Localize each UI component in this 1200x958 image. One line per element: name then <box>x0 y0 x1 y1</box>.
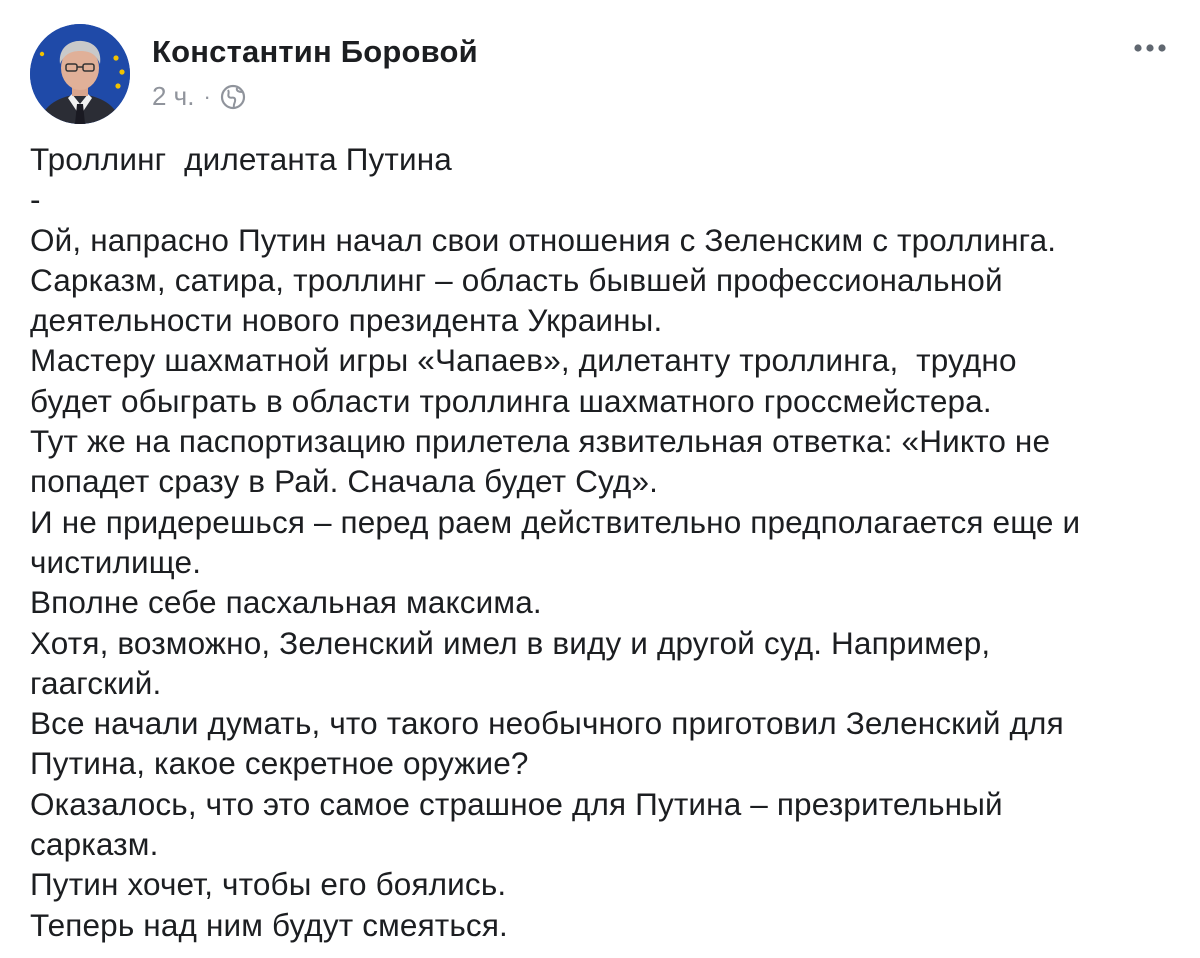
globe-icon[interactable] <box>219 83 247 111</box>
post-text-line: Тут же на паспортизацию прилетела язвительная ответка: «Никто не <box>30 423 1051 460</box>
post-text-line: Сарказм, сатира, троллинг – область бывшей профессиональной <box>30 261 1003 298</box>
post-text-line: Вполне себе пасхальная максима. <box>30 584 542 621</box>
post-text-line: И не придерешься – перед раем действительно предполагается еще и <box>30 503 1081 540</box>
post-text-line: Теперь над ним будут смеяться. <box>30 906 508 943</box>
post-text-line: - <box>30 181 41 218</box>
post-text-line: Путина, какое секретное оружие? <box>30 745 529 782</box>
post-text-line: Хотя, возможно, Зеленский имел в виду и другой суд. Например, <box>30 624 991 661</box>
post-title-line: Троллинг дилетанта Путина <box>30 141 452 177</box>
post-meta <box>152 81 247 112</box>
post-text-line: Все начали думать, что такого необычного приготовил Зеленский для <box>30 705 1064 742</box>
post-text-line: Путин хочет, чтобы его боялись. <box>30 866 507 903</box>
post-text-line: гаагский. <box>30 664 162 701</box>
post-text-line: деятельности нового президента Украины. <box>30 302 663 339</box>
meta-separator: · <box>203 83 211 109</box>
post-text-line: чистилище. <box>30 543 202 580</box>
profile-photo-icon <box>30 24 130 124</box>
post-text-line: попадет сразу в Рай. Сначала будет Суд». <box>30 463 659 500</box>
post-header <box>30 24 1170 128</box>
avatar[interactable] <box>30 24 130 124</box>
more-options-icon[interactable] <box>1130 38 1170 58</box>
post-body <box>30 139 1180 945</box>
author-name[interactable]: Константин Боровой <box>152 34 478 69</box>
post-text-line: Мастеру шахматной игры «Чапаев», дилетанту троллинга, трудно <box>30 342 1017 379</box>
post-text-line: Ой, напрасно Путин начал свои отношения с Зеленским с троллинга. <box>30 221 1057 258</box>
post-text-line: сарказм. <box>30 826 159 863</box>
post-text-line: Оказалось, что это самое страшное для Путина – презрительный <box>30 785 1003 822</box>
post-text-line: будет обыграть в области троллинга шахматного гроссмейстера. <box>30 382 992 419</box>
post-timestamp[interactable]: 2 ч. <box>152 81 195 111</box>
